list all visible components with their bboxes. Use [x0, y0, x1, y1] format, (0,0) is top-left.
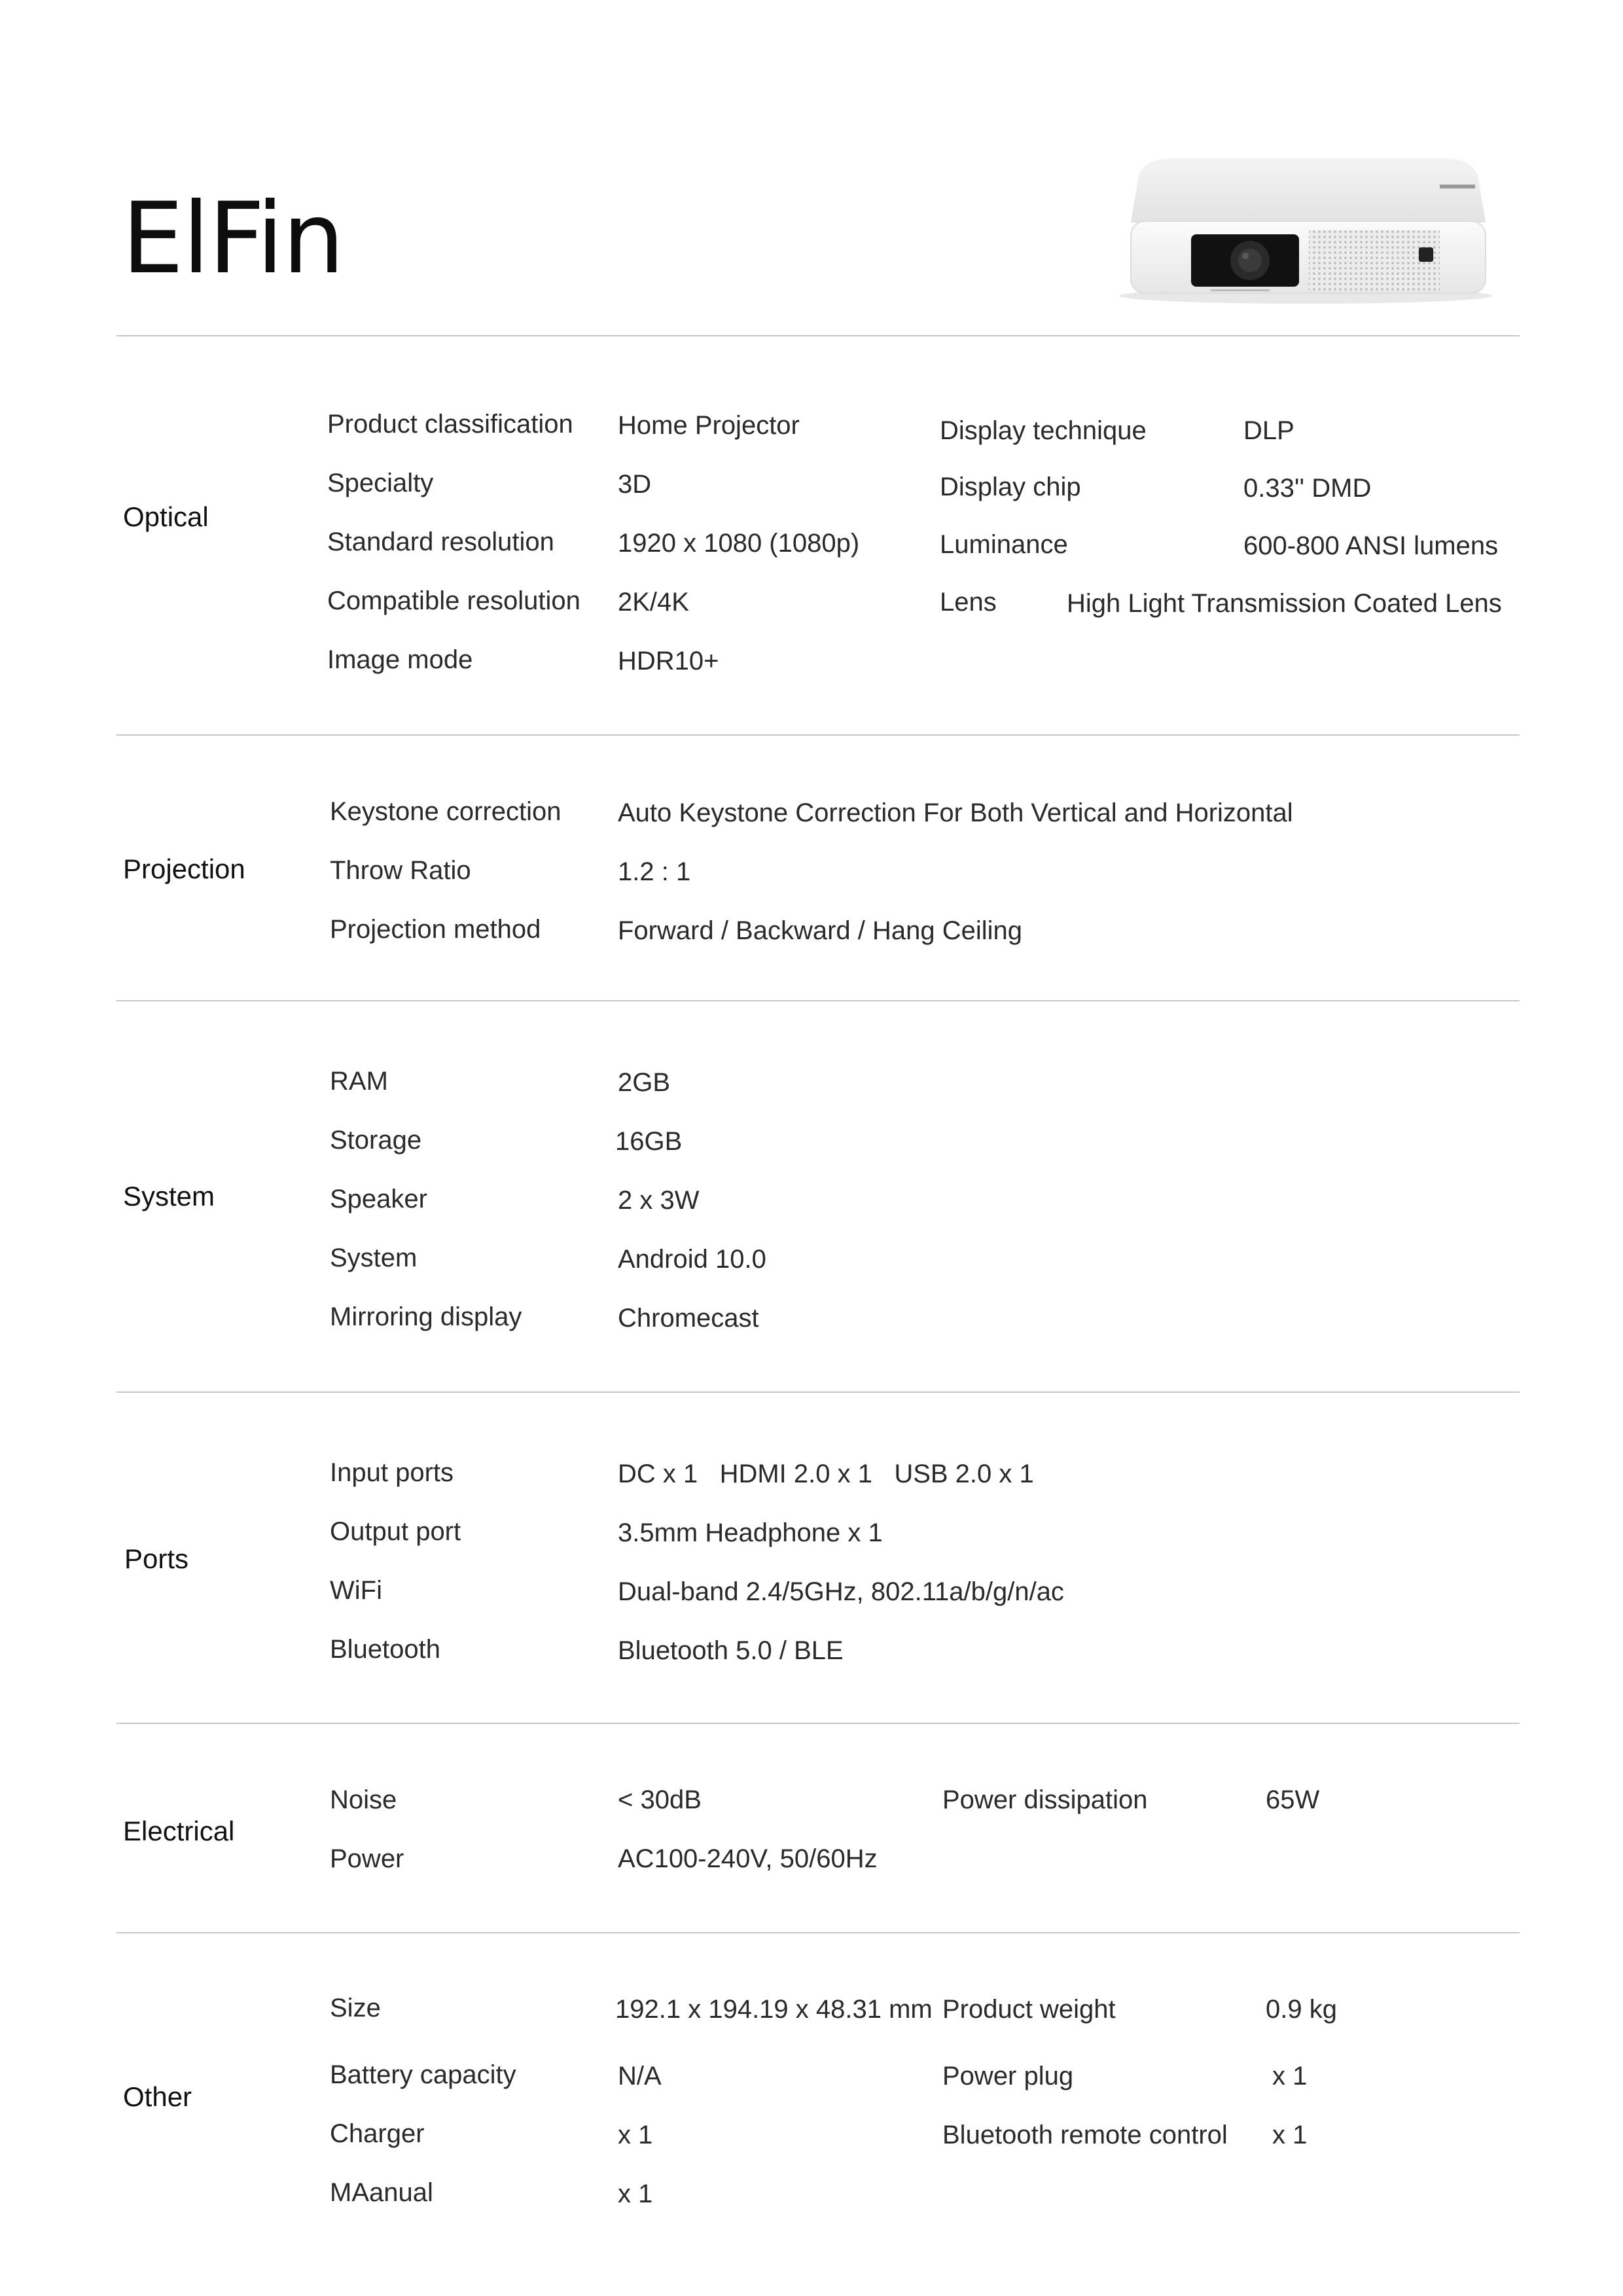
- section-title-electrical: Electrical: [123, 1816, 235, 1846]
- section-title-ports: Ports: [124, 1543, 189, 1574]
- spec-value: 0.33'' DMD: [1243, 474, 1372, 503]
- spec-value: 65W: [1266, 1785, 1320, 1814]
- spec-value: 3D: [618, 470, 652, 499]
- spec-label: Keystone correction: [330, 797, 562, 826]
- divider: [116, 335, 1520, 336]
- spec-value: Home Projector: [618, 411, 800, 440]
- spec-label: Bluetooth remote control: [942, 2121, 1228, 2149]
- spec-label: Standard resolution: [327, 528, 554, 556]
- spec-label: WiFi: [330, 1576, 382, 1605]
- spec-label: Output port: [330, 1517, 461, 1546]
- spec-value: 16GB: [615, 1127, 683, 1156]
- spec-label: Throw Ratio: [330, 856, 471, 885]
- spec-value: 3.5mm Headphone x 1: [618, 1518, 883, 1547]
- spec-value: 2 x 3W: [618, 1186, 700, 1215]
- spec-label: Charger: [330, 2119, 425, 2148]
- spec-value: x 1: [618, 2121, 653, 2149]
- spec-label: Specialty: [327, 469, 434, 497]
- spec-label: Power dissipation: [942, 1785, 1148, 1814]
- spec-value: N/A: [618, 2062, 662, 2090]
- spec-label: Display chip: [940, 473, 1081, 501]
- spec-value: x 1: [618, 2179, 653, 2208]
- spec-value: < 30dB: [618, 1785, 702, 1814]
- spec-label: Display technique: [940, 416, 1147, 445]
- spec-value: 2GB: [618, 1068, 671, 1097]
- spec-label: Power plug: [942, 2062, 1074, 2090]
- spec-label: Compatible resolution: [327, 586, 580, 615]
- spec-value: 0.9 kg: [1266, 1995, 1337, 2024]
- spec-label: Product weight: [942, 1995, 1116, 2024]
- spec-label: Product classification: [327, 410, 573, 439]
- spec-label: Image mode: [327, 645, 473, 674]
- spec-label: Size: [330, 1994, 381, 2022]
- spec-value: Chromecast: [618, 1304, 759, 1333]
- spec-label: Bluetooth: [330, 1635, 441, 1664]
- divider: [116, 1000, 1520, 1001]
- section-title-optical: Optical: [123, 501, 209, 532]
- spec-value: 600-800 ANSI lumens: [1243, 531, 1499, 560]
- divider: [116, 1932, 1520, 1933]
- section-title-projection: Projection: [123, 853, 245, 884]
- spec-value: Bluetooth 5.0 / BLE: [618, 1636, 844, 1665]
- spec-value: Dual-band 2.4/5GHz, 802.11a/b/g/n/ac: [618, 1577, 1064, 1606]
- spec-value: DLP: [1243, 416, 1294, 445]
- spec-label: Lens: [940, 588, 997, 617]
- spec-label: Battery capacity: [330, 2060, 516, 2089]
- spec-label: Input ports: [330, 1458, 454, 1487]
- spec-value: High Light Transmission Coated Lens: [1067, 589, 1502, 618]
- spec-value: 2K/4K: [618, 588, 689, 617]
- spec-label: Luminance: [940, 530, 1068, 559]
- spec-value: 1920 x 1080 (1080p): [618, 529, 860, 558]
- spec-label: System: [330, 1244, 418, 1272]
- spec-label: Speaker: [330, 1185, 427, 1213]
- spec-value: 192.1 x 194.19 x 48.31 mm: [615, 1995, 933, 2024]
- spec-label: Storage: [330, 1126, 422, 1155]
- section-title-system: System: [123, 1181, 215, 1211]
- spec-value: DC x 1 HDMI 2.0 x 1 USB 2.0 x 1: [618, 1460, 1034, 1488]
- spec-value: x 1: [1272, 2121, 1308, 2149]
- spec-value: 1.2 : 1: [618, 857, 691, 886]
- spec-value: Auto Keystone Correction For Both Vertical and Horizontal: [618, 798, 1293, 827]
- spec-label: RAM: [330, 1067, 388, 1096]
- divider: [116, 1723, 1520, 1724]
- spec-value: AC100-240V, 50/60Hz: [618, 1844, 878, 1873]
- divider: [116, 734, 1520, 736]
- spec-label: Noise: [330, 1785, 397, 1814]
- spec-label: Power: [330, 1844, 404, 1873]
- brand-logo: ElFin: [122, 182, 344, 296]
- divider: [116, 1391, 1520, 1393]
- spec-label: MAanual: [330, 2178, 433, 2207]
- spec-value: Forward / Backward / Hang Ceiling: [618, 916, 1023, 945]
- section-title-other: Other: [123, 2081, 192, 2112]
- spec-value: x 1: [1272, 2062, 1308, 2090]
- spec-value: HDR10+: [618, 647, 719, 675]
- spec-label: Mirroring display: [330, 1302, 522, 1331]
- projector-product-image: [1113, 151, 1499, 308]
- spec-label: Projection method: [330, 915, 541, 944]
- spec-value: Android 10.0: [618, 1245, 766, 1274]
